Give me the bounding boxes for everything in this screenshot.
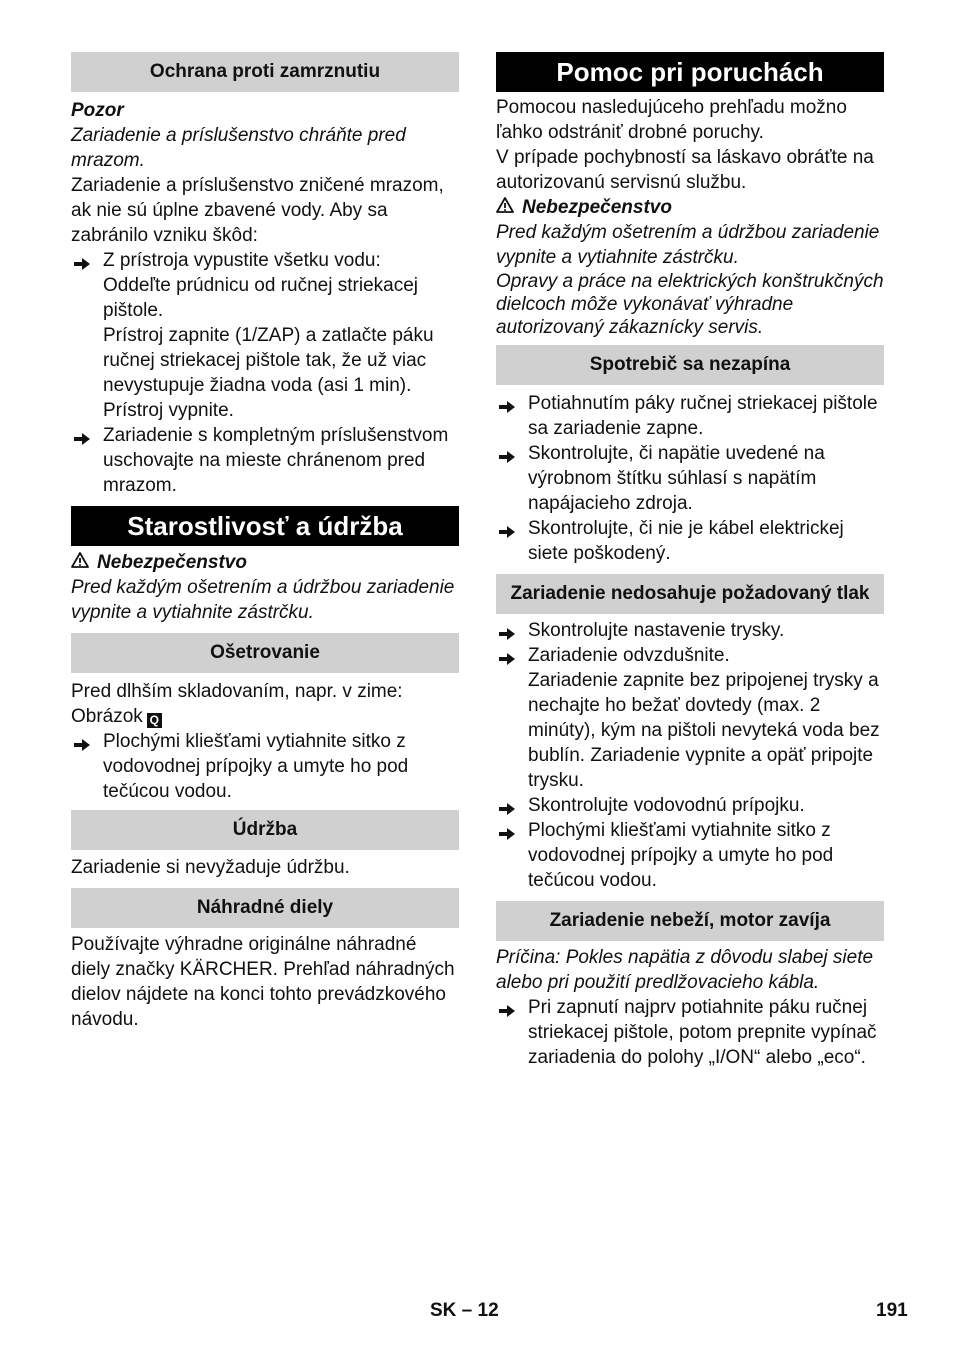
list-item (496, 793, 884, 818)
arrow-right-icon (74, 734, 90, 759)
list-item (496, 618, 884, 643)
troubleshooting-heading: Pomoc pri poruchách (496, 52, 884, 92)
figure-reference-icon: Q (147, 713, 162, 728)
motor-heading: Zariadenie nebeží, motor zavíja (496, 901, 884, 941)
frost-body-text: Zariadenie a príslušenstvo zničené mrazom, ak nie sú úplne zbavené vody. Aby sa zabránilo vzniku škôd: (71, 175, 444, 246)
danger-label: Nebezpečenstvo (97, 552, 247, 573)
page-number: 191 (876, 1300, 908, 1321)
help-intro-service: V prípade pochybností sa láskavo obráťte na autorizovanú servisnú službu. (496, 147, 874, 193)
danger-label: Nebezpečenstvo (522, 197, 672, 218)
spare-parts-heading: Náhradné diely (71, 888, 459, 928)
treatment-steps-list (71, 729, 459, 804)
list-item (496, 391, 884, 441)
list-item (496, 516, 884, 566)
list-item-text: Skontrolujte, či napätie uvedené na výrobnom štítku súhlasí s napätím napájacieho zdroja. (528, 443, 825, 514)
list-item (496, 995, 884, 1070)
care-maintenance-heading: Starostlivosť a údržba (71, 506, 459, 546)
list-item (71, 248, 459, 423)
pressure-list (496, 618, 884, 893)
treatment-intro: Pred dlhším skladovaním, napr. v zime: Obrázok Q (71, 681, 403, 727)
caution-text: Zariadenie a príslušenstvo chráňte pred mrazom. (71, 125, 406, 171)
arrow-right-icon (74, 428, 90, 453)
list-item (496, 818, 884, 893)
treatment-heading: Ošetrovanie (71, 633, 459, 673)
danger-warning (496, 195, 884, 220)
arrow-right-icon (499, 446, 515, 471)
arrow-right-icon (499, 521, 515, 546)
arrow-right-icon (74, 253, 90, 278)
list-item-text: Skontrolujte vodovodnú prípojku. (528, 795, 805, 816)
no-start-heading: Spotrebič sa nezapína (496, 345, 884, 385)
left-column (71, 52, 459, 1032)
list-item-text: Skontrolujte nastavenie trysky. (528, 620, 785, 641)
list-item-text: Zariadenie odvzdušnite. (528, 645, 730, 666)
maintenance-text: Zariadenie si nevyžaduje údržbu. (71, 857, 350, 878)
danger-text: Pred každým ošetrením a údržbou zariadenie vypnite a vytiahnite zástrčku. (496, 222, 880, 268)
list-item (496, 643, 884, 793)
list-item-text: Plochými kliešťami vytiahnite sitko z vodovodnej prípojky a umyte ho pod tečúcou vodou. (528, 820, 834, 891)
list-item-text: Oddeľte prúdnicu od ručnej striekacej pištole. (103, 275, 418, 321)
warning-triangle-icon (496, 195, 514, 220)
arrow-right-icon (499, 648, 515, 673)
right-column (496, 52, 884, 1070)
no-start-list (496, 391, 884, 566)
arrow-right-icon (499, 823, 515, 848)
list-item (496, 441, 884, 516)
list-item-text: Prístroj zapnite (1/ZAP) a zatlačte páku ručnej striekacej pištole tak, že už viac nevystupuje žiadna voda (asi 1 min). (103, 325, 434, 396)
frost-protection-heading: Ochrana proti zamrznutiu (71, 52, 459, 92)
list-item (71, 423, 459, 498)
list-item-text: Zariadenie zapnite bez pripojenej trysky a nechajte ho bežať dovtedy (max. 2 minúty), kým na pištoli nevyteká voda bez bublín. Zariadenie vypnite a opäť pripojte trysku. (528, 670, 880, 791)
motor-cause: Príčina: Pokles napätia z dôvodu slabej siete alebo pri použití predlžovacieho kábla. (496, 947, 874, 993)
danger-text: Pred každým ošetrením a údržbou zariadenie vypnite a vytiahnite zástrčku. (71, 577, 455, 623)
frost-steps-list (71, 248, 459, 498)
caution-label: Pozor (71, 100, 124, 121)
danger-text-service: Opravy a práce na elektrických konštrukčných dielcoch môže vykonávať výhradne autorizovaný zákaznícky servis. (496, 271, 884, 338)
spare-parts-text: Používajte výhradne originálne náhradné diely značky KÄRCHER. Prehľad náhradných dielov nájdete na konci tohto prevádzkového návodu. (71, 934, 455, 1030)
list-item-text: Plochými kliešťami vytiahnite sitko z vodovodnej prípojky a umyte ho pod tečúcou vodou. (103, 731, 409, 802)
motor-list (496, 995, 884, 1070)
arrow-right-icon (499, 1000, 515, 1025)
warning-triangle-icon (71, 550, 89, 575)
list-item-text: Pri zapnutí najprv potiahnite páku ručnej striekacej pištole, potom prepnite vypínač zariadenia do polohy „I/ON“ alebo „eco“. (528, 997, 877, 1068)
list-item-text: Skontrolujte, či nie je kábel elektrickej siete poškodený. (528, 518, 844, 564)
list-item-text: Potiahnutím páky ručnej striekacej pištole sa zariadenie zapne. (528, 393, 878, 439)
list-item-text: Prístroj vypnite. (103, 400, 234, 421)
footer-section-label: SK – 12 (430, 1300, 499, 1321)
list-item-text: Zariadenie s kompletným príslušenstvom uschovajte na mieste chránenom pred mrazom. (103, 425, 449, 496)
list-item (71, 729, 459, 804)
arrow-right-icon (499, 396, 515, 421)
pressure-heading: Zariadenie nedosahuje požadovaný tlak (496, 574, 884, 614)
list-item-text: Z prístroja vypustite všetku vodu: (103, 250, 381, 271)
maintenance-heading: Údržba (71, 810, 459, 850)
help-intro: Pomocou nasledujúceho prehľadu možno ľahko odstrániť drobné poruchy. (496, 97, 847, 143)
danger-warning (71, 550, 459, 575)
